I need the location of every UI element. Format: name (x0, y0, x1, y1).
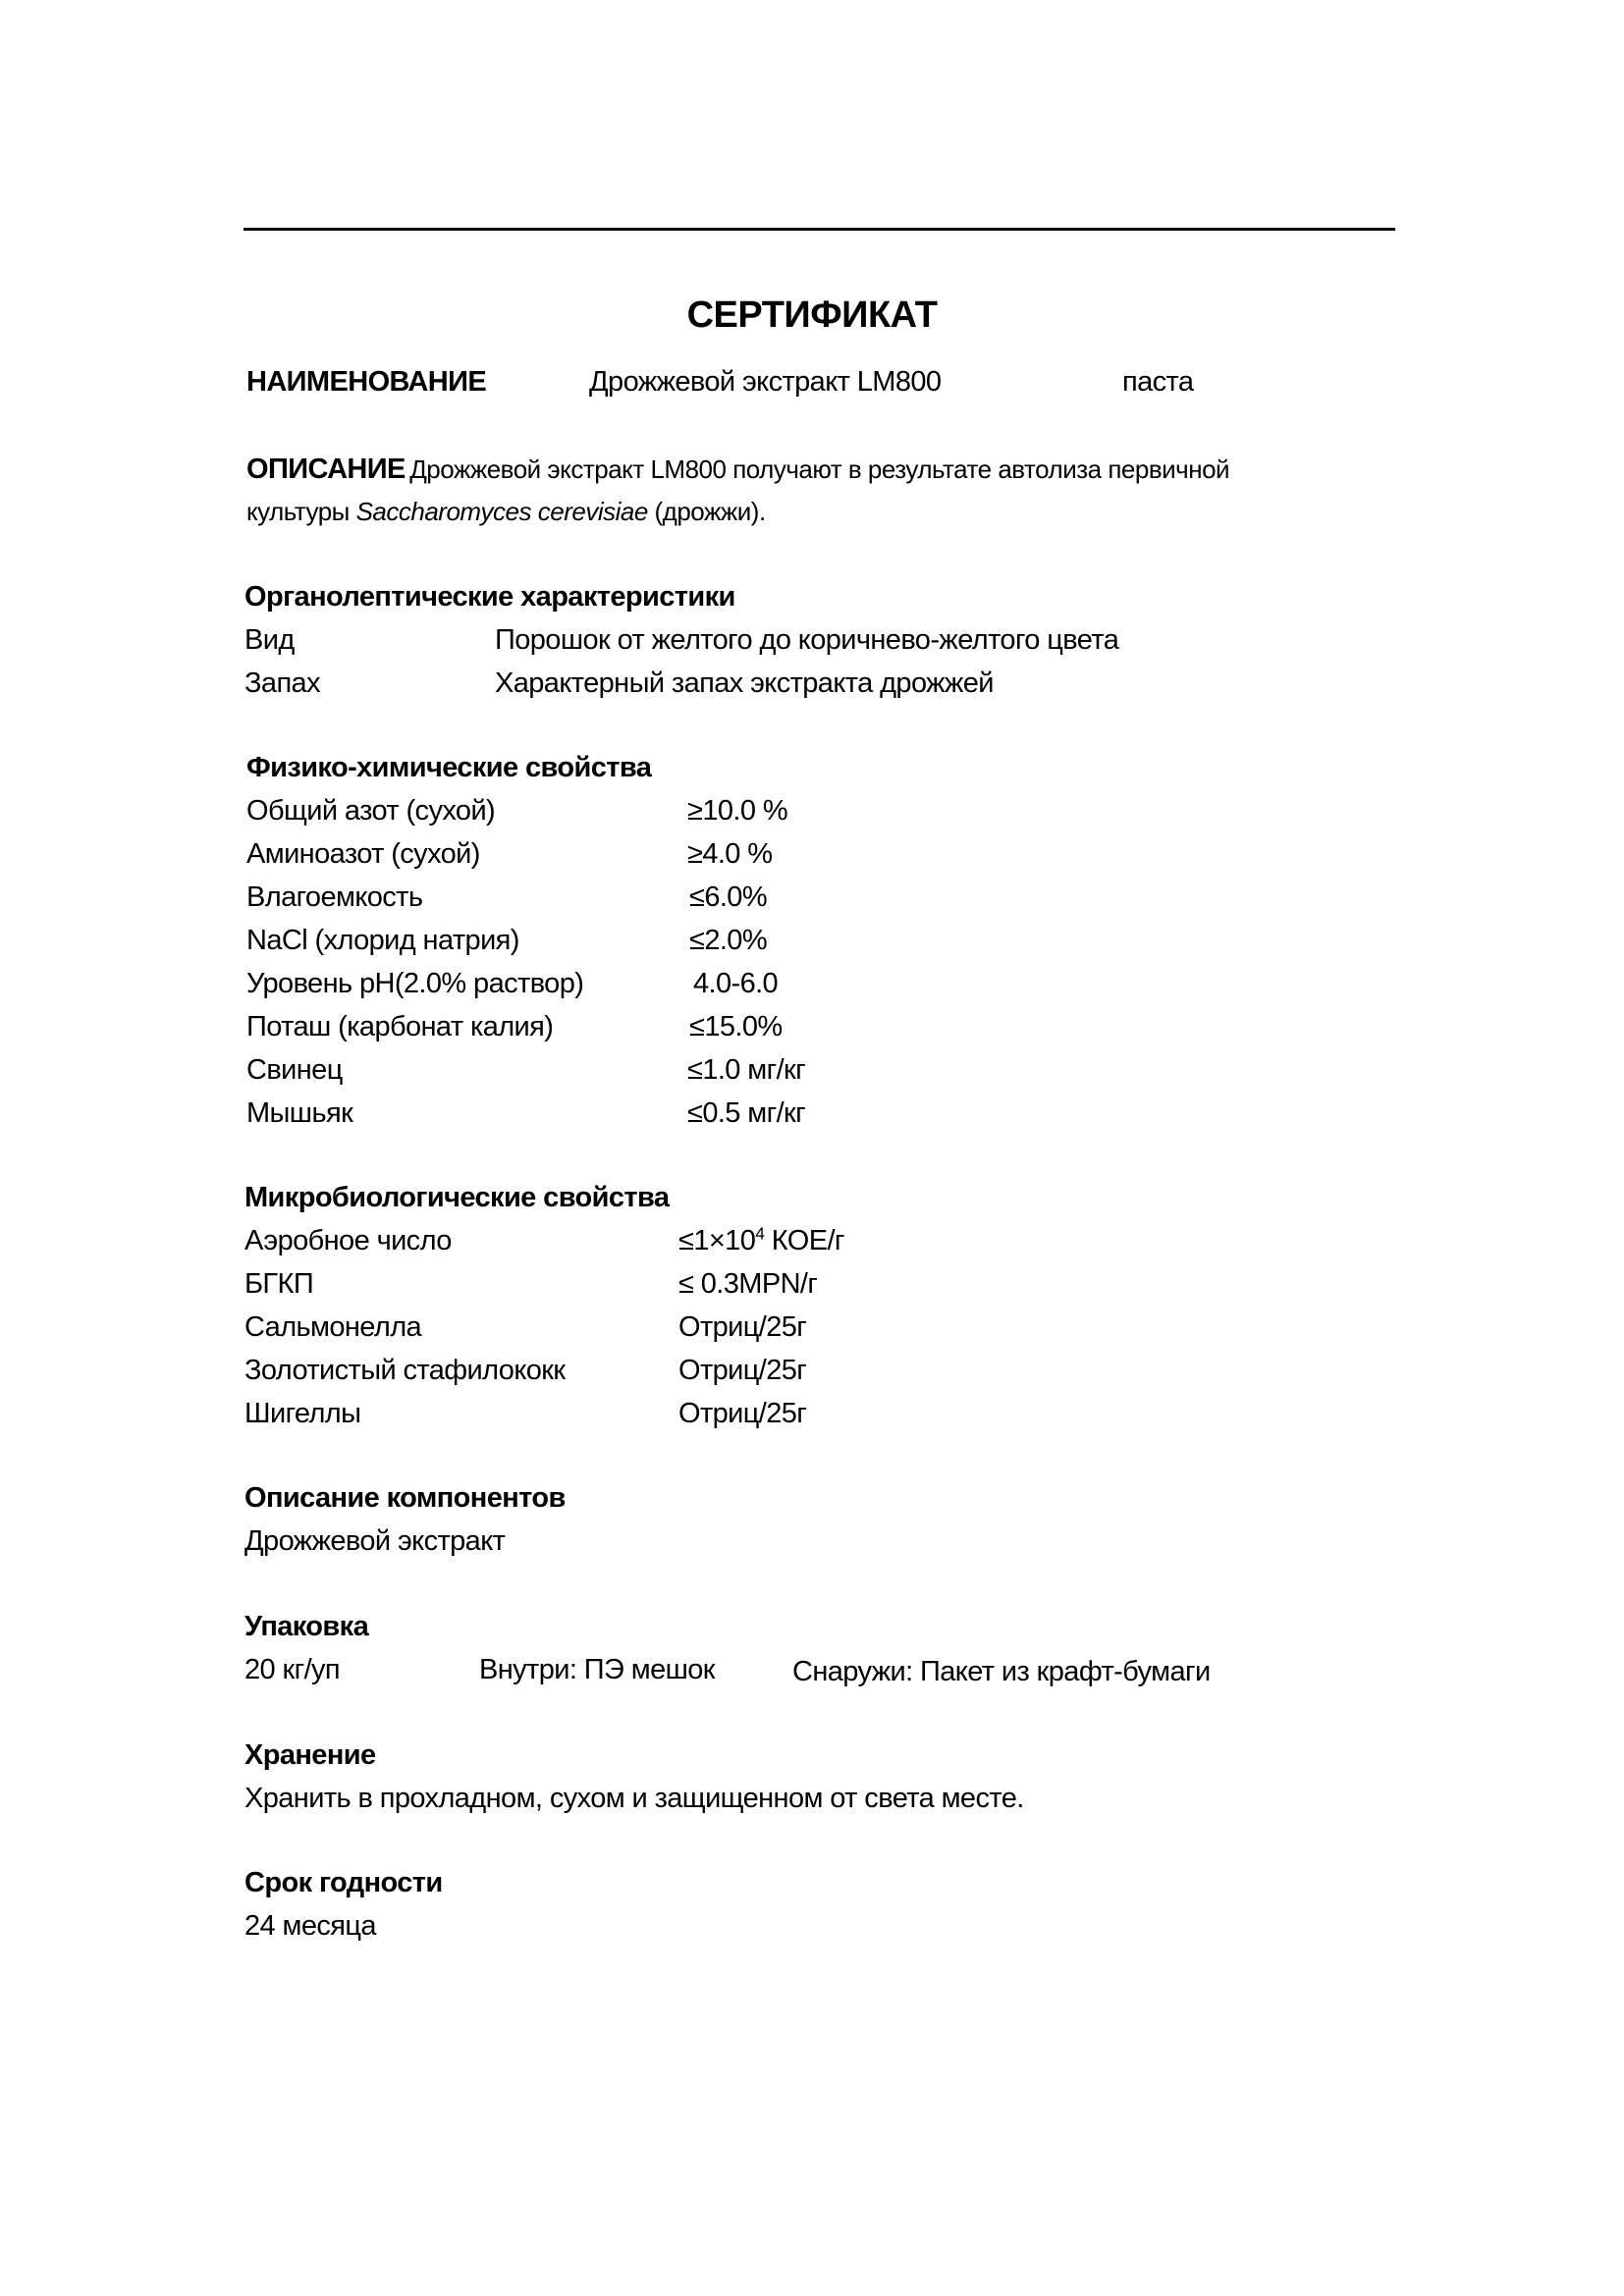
micro-value: $\le 1\times 10^4$ КОЕ/г (678, 1223, 844, 1256)
micro-heading: Микробиологические свойства (244, 1182, 670, 1213)
micro-label: Шигеллы (244, 1398, 361, 1429)
description-line-1 (246, 454, 1229, 486)
physchem-label: Уровень pH(2.0% раствор) (246, 968, 584, 999)
packaging-unit: 20 кг/уп (244, 1654, 341, 1685)
physchem-label: Свинец (246, 1054, 343, 1086)
physchem-heading: Физико-химические свойства (246, 752, 652, 783)
product-name: Дрожжевой экстракт LM800 (589, 366, 942, 398)
shelf-life-text: 24 месяца (244, 1910, 376, 1942)
physchem-value: ≥10.0 % (687, 795, 788, 827)
organoleptic-heading: Органолептические характеристики (244, 581, 735, 613)
physchem-label: NaCl (хлорид натрия) (246, 925, 519, 956)
micro-label: Золотистый стафилококк (244, 1355, 566, 1386)
micro-value: Отриц/25г (678, 1355, 807, 1386)
organoleptic-value: Порошок от желтого до коричнево-желтого цвета (495, 624, 1119, 656)
physchem-value: ≤15.0% (689, 1011, 783, 1042)
physchem-value: 4.0-6.0 (693, 968, 779, 999)
packaging-outer: Снаружи: Пакет из крафт-бумаги (792, 1656, 1211, 1687)
organoleptic-label: Запах (244, 667, 320, 699)
packaging-inner: Внутри: ПЭ мешок (479, 1654, 715, 1685)
storage-heading: Хранение (244, 1739, 376, 1771)
physchem-value: ≤1.0 мг/кг (687, 1054, 806, 1086)
header-rule (244, 228, 1395, 231)
micro-label: Сальмонелла (244, 1311, 422, 1343)
physchem-value: ≥4.0 % (687, 838, 773, 870)
physchem-label: Общий азот (сухой) (246, 795, 496, 827)
physchem-label: Аминоазот (сухой) (246, 838, 480, 870)
micro-label: БГКП (244, 1268, 314, 1300)
shelf-life-heading: Срок годности (244, 1867, 443, 1898)
organoleptic-value: Характерный запах экстракта дрожжей (495, 667, 994, 699)
description-text: Дрожжевой экстракт LM800 получают в результате автолиза первичной (409, 454, 1230, 484)
organoleptic-label: Вид (244, 624, 295, 656)
physchem-value: ≤6.0% (689, 881, 768, 913)
name-label: НАИМЕНОВАНИЕ (246, 366, 487, 398)
components-text: Дрожжевой экстракт (244, 1525, 506, 1557)
species-name: Saccharomyces cerevisiae (355, 497, 648, 526)
packaging-heading: Упаковка (244, 1611, 369, 1642)
physchem-value: ≤2.0% (689, 925, 768, 956)
storage-text: Хранить в прохладном, сухом и защищенном от света месте. (244, 1783, 1024, 1814)
document-title: СЕРТИФИКАТ (686, 294, 938, 336)
micro-value: Отриц/25г (678, 1311, 807, 1343)
description-label: ОПИСАНИЕ (246, 454, 406, 485)
components-heading: Описание компонентов (244, 1482, 566, 1514)
product-form: паста (1122, 366, 1194, 398)
micro-value: ≤ 0.3MPN/г (678, 1268, 818, 1300)
physchem-label: Влагоемкость (246, 881, 423, 913)
physchem-label: Поташ (карбонат калия) (246, 1011, 554, 1042)
micro-value: Отриц/25г (678, 1398, 807, 1429)
micro-label: Аэробное число (244, 1225, 452, 1256)
description-line-2: культуры Saccharomyces cerevisiae (дрожжи). (246, 497, 766, 526)
physchem-value: ≤0.5 мг/кг (687, 1097, 806, 1129)
physchem-label: Мышьяк (246, 1097, 353, 1129)
